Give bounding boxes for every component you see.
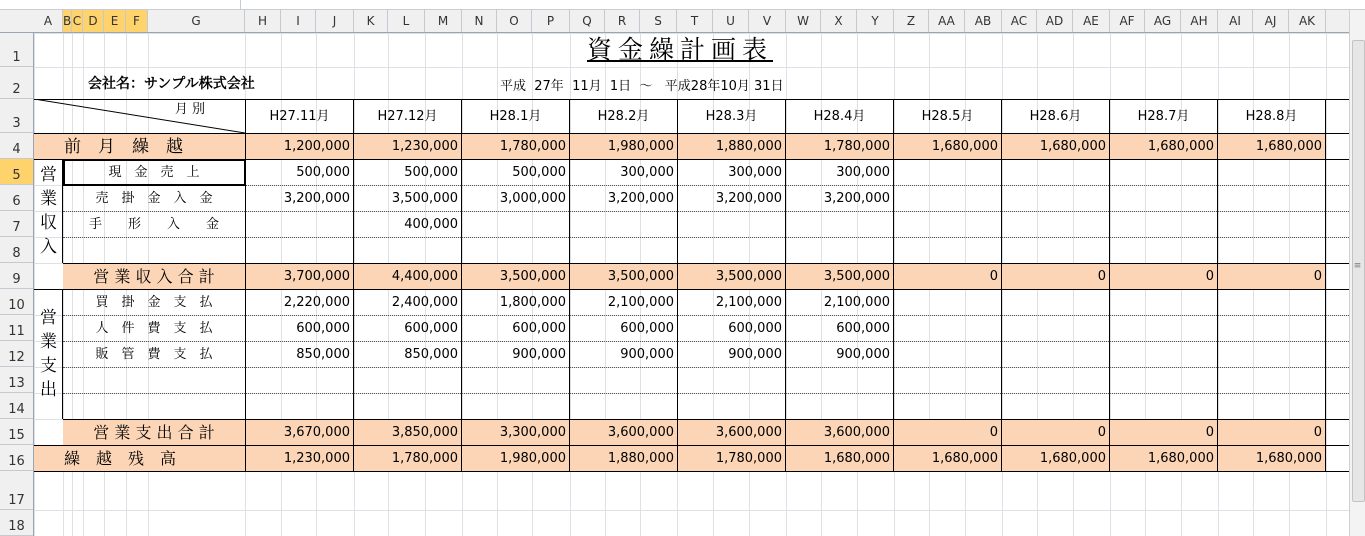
value-cell[interactable]: 300,000 bbox=[785, 159, 893, 185]
row-header-11[interactable]: 11 bbox=[0, 315, 33, 341]
value-cell[interactable]: 3,200,000 bbox=[785, 185, 893, 211]
value-cell[interactable]: 500,000 bbox=[353, 159, 461, 185]
month-header[interactable]: H28.2月 bbox=[569, 99, 677, 133]
row-header-9[interactable]: 9 bbox=[0, 263, 33, 289]
overflow-cell bbox=[1325, 159, 1349, 185]
value-cell[interactable] bbox=[893, 289, 1001, 315]
value-cell[interactable] bbox=[1001, 211, 1109, 237]
overflow-cell bbox=[1325, 315, 1349, 341]
value-cell[interactable]: 3,500,000 bbox=[677, 263, 785, 289]
value-cell[interactable] bbox=[893, 315, 1001, 341]
column-header-AC[interactable]: AC bbox=[1002, 10, 1037, 32]
value-cell[interactable] bbox=[785, 393, 893, 419]
value-cell[interactable]: 1,680,000 bbox=[1001, 133, 1109, 159]
column-header-W[interactable]: W bbox=[786, 10, 821, 32]
row-label-cash_sales: 現 金 売 上 bbox=[63, 159, 245, 185]
value-cell[interactable] bbox=[893, 211, 1001, 237]
value-cell[interactable] bbox=[1217, 159, 1325, 185]
month-header[interactable]: H28.7月 bbox=[1109, 99, 1217, 133]
value-cell[interactable]: 0 bbox=[893, 419, 1001, 445]
overflow-cell bbox=[1325, 367, 1349, 393]
overflow-cell bbox=[1325, 133, 1349, 159]
row-label-carry_next: 繰 越 残 高 bbox=[34, 445, 245, 471]
column-header-J[interactable]: J bbox=[316, 10, 354, 32]
value-cell[interactable]: 3,300,000 bbox=[461, 419, 569, 445]
value-cell[interactable]: 1,680,000 bbox=[1109, 445, 1217, 471]
value-cell[interactable] bbox=[245, 393, 353, 419]
value-cell[interactable]: 3,850,000 bbox=[353, 419, 461, 445]
row-header-7[interactable]: 7 bbox=[0, 211, 33, 237]
value-cell[interactable]: 600,000 bbox=[353, 315, 461, 341]
column-header-N[interactable]: N bbox=[462, 10, 497, 32]
grid-line bbox=[34, 510, 1349, 511]
overflow-cell bbox=[1325, 185, 1349, 211]
value-cell[interactable]: 1,680,000 bbox=[893, 445, 1001, 471]
row-label-carry_prev: 前 月 繰 越 bbox=[34, 133, 245, 159]
row-header-12[interactable]: 12 bbox=[0, 341, 33, 367]
column-header-AI[interactable]: AI bbox=[1218, 10, 1253, 32]
value-cell[interactable]: 850,000 bbox=[245, 341, 353, 367]
month-header[interactable]: H28.8月 bbox=[1217, 99, 1325, 133]
row-header-1[interactable]: 1 bbox=[0, 33, 33, 67]
month-header[interactable]: H28.5月 bbox=[893, 99, 1001, 133]
value-cell[interactable] bbox=[569, 237, 677, 263]
row-header-8[interactable]: 8 bbox=[0, 237, 33, 263]
value-cell[interactable] bbox=[1217, 393, 1325, 419]
value-cell[interactable]: 3,600,000 bbox=[677, 419, 785, 445]
row-header-15[interactable]: 15 bbox=[0, 419, 33, 445]
value-cell[interactable]: 1,780,000 bbox=[677, 445, 785, 471]
name-box[interactable] bbox=[0, 0, 241, 9]
value-cell[interactable] bbox=[1001, 289, 1109, 315]
value-cell[interactable]: 1,780,000 bbox=[785, 133, 893, 159]
month-header[interactable]: H27.12月 bbox=[353, 99, 461, 133]
column-header-Y[interactable]: Y bbox=[857, 10, 894, 32]
value-cell[interactable]: 1,230,000 bbox=[245, 445, 353, 471]
value-cell[interactable]: 3,600,000 bbox=[569, 419, 677, 445]
overflow-cell bbox=[1325, 263, 1349, 289]
column-header-I[interactable]: I bbox=[281, 10, 316, 32]
row-header-18[interactable]: 18 bbox=[0, 510, 33, 536]
group-label-expense: 営 業 支 出 bbox=[40, 308, 57, 400]
value-cell[interactable]: 1,800,000 bbox=[461, 289, 569, 315]
value-cell[interactable]: 3,200,000 bbox=[245, 185, 353, 211]
row-label-expense_blank1 bbox=[63, 367, 245, 393]
column-header-AH[interactable]: AH bbox=[1181, 10, 1218, 32]
value-cell[interactable] bbox=[1217, 185, 1325, 211]
value-cell[interactable]: 600,000 bbox=[569, 315, 677, 341]
grid-line bbox=[34, 67, 1349, 68]
value-cell[interactable] bbox=[785, 211, 893, 237]
overflow-cell bbox=[1325, 419, 1349, 445]
value-cell[interactable]: 3,670,000 bbox=[245, 419, 353, 445]
value-cell[interactable] bbox=[245, 211, 353, 237]
value-cell[interactable]: 3,500,000 bbox=[353, 185, 461, 211]
value-cell[interactable]: 600,000 bbox=[677, 315, 785, 341]
value-cell[interactable]: 3,600,000 bbox=[785, 419, 893, 445]
column-header-C[interactable]: C bbox=[72, 10, 83, 32]
value-cell[interactable] bbox=[1001, 185, 1109, 211]
value-cell[interactable]: 1,680,000 bbox=[785, 445, 893, 471]
value-cell[interactable]: 1,980,000 bbox=[569, 133, 677, 159]
column-header-S[interactable]: S bbox=[640, 10, 677, 32]
value-cell[interactable]: 900,000 bbox=[677, 341, 785, 367]
month-header[interactable]: H28.1月 bbox=[461, 99, 569, 133]
value-cell[interactable]: 3,500,000 bbox=[785, 263, 893, 289]
value-cell[interactable] bbox=[461, 367, 569, 393]
formula-bar-strip bbox=[0, 0, 1365, 10]
value-cell[interactable]: 500,000 bbox=[461, 159, 569, 185]
value-cell[interactable] bbox=[245, 237, 353, 263]
value-cell[interactable]: 300,000 bbox=[677, 159, 785, 185]
value-cell[interactable] bbox=[677, 237, 785, 263]
value-cell[interactable]: 0 bbox=[1109, 263, 1217, 289]
value-cell[interactable] bbox=[1109, 341, 1217, 367]
value-cell[interactable] bbox=[1109, 367, 1217, 393]
value-cell[interactable] bbox=[1109, 211, 1217, 237]
row-label-expense_total: 営 業 支 出 合 計 bbox=[63, 419, 245, 445]
column-header-AB[interactable]: AB bbox=[965, 10, 1002, 32]
value-cell[interactable]: 600,000 bbox=[785, 315, 893, 341]
column-header-bar bbox=[0, 10, 1349, 33]
row-label-income_blank bbox=[63, 237, 245, 263]
value-cell[interactable]: 850,000 bbox=[353, 341, 461, 367]
row-header-6[interactable]: 6 bbox=[0, 185, 33, 211]
column-header-M[interactable]: M bbox=[425, 10, 462, 32]
overflow-cell bbox=[1325, 237, 1349, 263]
value-cell[interactable]: 2,100,000 bbox=[677, 289, 785, 315]
column-header-Q[interactable]: Q bbox=[570, 10, 605, 32]
value-cell[interactable] bbox=[1217, 237, 1325, 263]
value-cell[interactable] bbox=[569, 367, 677, 393]
value-cell[interactable] bbox=[893, 185, 1001, 211]
column-header-O[interactable]: O bbox=[497, 10, 532, 32]
selected-cell[interactable] bbox=[63, 159, 246, 186]
row-header-10[interactable]: 10 bbox=[0, 289, 33, 315]
value-cell[interactable]: 900,000 bbox=[785, 341, 893, 367]
value-cell[interactable] bbox=[1109, 315, 1217, 341]
column-header-G[interactable]: G bbox=[148, 10, 245, 32]
value-cell[interactable] bbox=[1109, 393, 1217, 419]
value-cell[interactable]: 1,230,000 bbox=[353, 133, 461, 159]
value-cell[interactable] bbox=[569, 211, 677, 237]
value-cell[interactable]: 400,000 bbox=[353, 211, 461, 237]
column-header-H[interactable]: H bbox=[245, 10, 281, 32]
row-label-personnel: 人 件 費 支 払 bbox=[63, 315, 245, 341]
column-header-D[interactable]: D bbox=[83, 10, 104, 32]
value-cell[interactable] bbox=[461, 237, 569, 263]
value-cell[interactable] bbox=[1109, 159, 1217, 185]
row-label-income_total: 営 業 収 入 合 計 bbox=[63, 263, 245, 289]
group-label-income: 営 業 収 入 bbox=[40, 165, 57, 257]
month-header[interactable]: H28.3月 bbox=[677, 99, 785, 133]
row-header-17[interactable]: 17 bbox=[0, 471, 33, 510]
value-cell[interactable]: 2,100,000 bbox=[785, 289, 893, 315]
row-header-14[interactable]: 14 bbox=[0, 393, 33, 419]
value-cell[interactable] bbox=[569, 393, 677, 419]
month-header-label: 月 別 bbox=[174, 102, 206, 117]
scroll-grip-icon: ≡ bbox=[1353, 261, 1362, 271]
value-cell[interactable] bbox=[1109, 185, 1217, 211]
value-cell[interactable] bbox=[1217, 315, 1325, 341]
month-header[interactable]: H28.6月 bbox=[1001, 99, 1109, 133]
value-cell[interactable]: 1,980,000 bbox=[461, 445, 569, 471]
overflow-cell bbox=[1325, 341, 1349, 367]
row-label-receivable: 売 掛 金 入 金 bbox=[63, 185, 245, 211]
value-cell[interactable]: 600,000 bbox=[461, 315, 569, 341]
column-header-AA[interactable]: AA bbox=[929, 10, 965, 32]
value-cell[interactable] bbox=[893, 159, 1001, 185]
value-cell[interactable]: 4,400,000 bbox=[353, 263, 461, 289]
value-cell[interactable] bbox=[893, 237, 1001, 263]
value-cell[interactable]: 300,000 bbox=[569, 159, 677, 185]
value-cell[interactable]: 1,780,000 bbox=[353, 445, 461, 471]
column-header-AF[interactable]: AF bbox=[1110, 10, 1145, 32]
row-header-3[interactable]: 3 bbox=[0, 99, 33, 133]
column-header-P[interactable]: P bbox=[532, 10, 570, 32]
column-header-T[interactable]: T bbox=[677, 10, 713, 32]
value-cell[interactable]: 900,000 bbox=[569, 341, 677, 367]
value-cell[interactable] bbox=[677, 393, 785, 419]
value-cell[interactable] bbox=[353, 237, 461, 263]
value-cell[interactable]: 1,780,000 bbox=[461, 133, 569, 159]
value-cell[interactable] bbox=[893, 341, 1001, 367]
value-cell[interactable] bbox=[353, 393, 461, 419]
overflow-cell bbox=[1325, 393, 1349, 419]
value-cell[interactable]: 0 bbox=[1109, 419, 1217, 445]
value-cell[interactable] bbox=[1217, 211, 1325, 237]
column-header-V[interactable]: V bbox=[749, 10, 786, 32]
value-cell[interactable]: 1,880,000 bbox=[677, 133, 785, 159]
value-cell[interactable] bbox=[893, 367, 1001, 393]
column-header-X[interactable]: X bbox=[821, 10, 857, 32]
row-header-2[interactable]: 2 bbox=[0, 67, 33, 99]
value-cell[interactable]: 3,500,000 bbox=[461, 263, 569, 289]
value-cell[interactable] bbox=[1001, 341, 1109, 367]
value-cell[interactable]: 500,000 bbox=[245, 159, 353, 185]
value-cell[interactable] bbox=[353, 367, 461, 393]
row-header-16[interactable]: 16 bbox=[0, 445, 33, 471]
overflow-cell bbox=[1325, 445, 1349, 471]
column-header-L[interactable]: L bbox=[388, 10, 425, 32]
value-cell[interactable] bbox=[461, 393, 569, 419]
month-header-overflow bbox=[1325, 99, 1349, 133]
column-header-U[interactable]: U bbox=[713, 10, 749, 32]
value-cell[interactable] bbox=[1001, 367, 1109, 393]
value-cell[interactable]: 1,680,000 bbox=[1109, 133, 1217, 159]
value-cell[interactable]: 2,220,000 bbox=[245, 289, 353, 315]
overflow-cell bbox=[1325, 289, 1349, 315]
value-cell[interactable]: 3,200,000 bbox=[569, 185, 677, 211]
value-cell[interactable]: 0 bbox=[1001, 419, 1109, 445]
value-cell[interactable]: 3,200,000 bbox=[677, 185, 785, 211]
vertical-scrollbar[interactable] bbox=[1349, 10, 1365, 536]
value-cell[interactable] bbox=[785, 367, 893, 393]
column-header-K[interactable]: K bbox=[354, 10, 388, 32]
value-cell[interactable]: 3,500,000 bbox=[569, 263, 677, 289]
company-name: 会社名：サンプル株式会社 bbox=[88, 76, 255, 92]
value-cell[interactable]: 3,000,000 bbox=[461, 185, 569, 211]
value-cell[interactable]: 1,880,000 bbox=[569, 445, 677, 471]
value-cell[interactable]: 0 bbox=[1001, 263, 1109, 289]
value-cell[interactable]: 1,680,000 bbox=[1217, 133, 1325, 159]
value-cell[interactable]: 0 bbox=[1217, 263, 1325, 289]
value-cell[interactable] bbox=[461, 211, 569, 237]
value-cell[interactable]: 3,700,000 bbox=[245, 263, 353, 289]
column-header-R[interactable]: R bbox=[605, 10, 640, 32]
row-label-sga: 販 管 費 支 払 bbox=[63, 341, 245, 367]
column-header-F[interactable]: F bbox=[126, 10, 148, 32]
row-label-payable: 買 掛 金 支 払 bbox=[63, 289, 245, 315]
value-cell[interactable] bbox=[1001, 393, 1109, 419]
value-cell[interactable]: 1,200,000 bbox=[245, 133, 353, 159]
value-cell[interactable] bbox=[785, 237, 893, 263]
row-label-expense_blank2 bbox=[63, 393, 245, 419]
value-cell[interactable]: 0 bbox=[893, 263, 1001, 289]
row-header-13[interactable]: 13 bbox=[0, 367, 33, 393]
column-header-AJ[interactable]: AJ bbox=[1253, 10, 1289, 32]
scrollbar-thumb[interactable] bbox=[1352, 40, 1365, 502]
value-cell[interactable] bbox=[1217, 341, 1325, 367]
row-header-4[interactable]: 4 bbox=[0, 133, 33, 159]
value-cell[interactable]: 1,680,000 bbox=[893, 133, 1001, 159]
value-cell[interactable] bbox=[1001, 237, 1109, 263]
column-header-A[interactable]: A bbox=[34, 10, 63, 32]
value-cell[interactable] bbox=[1109, 289, 1217, 315]
header-diagonal-line bbox=[34, 99, 245, 133]
value-cell[interactable] bbox=[1001, 315, 1109, 341]
value-cell[interactable] bbox=[893, 393, 1001, 419]
column-header-AE[interactable]: AE bbox=[1073, 10, 1110, 32]
sheet-title: 資金繰計画表 bbox=[586, 35, 773, 64]
row-header-5[interactable]: 5 bbox=[0, 159, 33, 185]
column-header-E[interactable]: E bbox=[104, 10, 126, 32]
value-cell[interactable]: 0 bbox=[1217, 419, 1325, 445]
month-header[interactable]: H27.11月 bbox=[245, 99, 353, 133]
value-cell[interactable]: 1,680,000 bbox=[1001, 445, 1109, 471]
month-header[interactable]: H28.4月 bbox=[785, 99, 893, 133]
value-cell[interactable]: 900,000 bbox=[461, 341, 569, 367]
column-header-AG[interactable]: AG bbox=[1145, 10, 1181, 32]
value-cell[interactable] bbox=[245, 367, 353, 393]
value-cell[interactable] bbox=[1001, 159, 1109, 185]
value-cell[interactable] bbox=[1217, 289, 1325, 315]
column-header-AK[interactable]: AK bbox=[1289, 10, 1326, 32]
row-header-bar bbox=[0, 33, 34, 536]
value-cell[interactable]: 2,400,000 bbox=[353, 289, 461, 315]
value-cell[interactable] bbox=[677, 211, 785, 237]
period-range: 平成 27年 11月 1日 ～ 平成28年10月 31日 bbox=[500, 79, 784, 94]
value-cell[interactable] bbox=[1109, 237, 1217, 263]
value-cell[interactable]: 600,000 bbox=[245, 315, 353, 341]
column-header-Z[interactable]: Z bbox=[894, 10, 929, 32]
column-header-AD[interactable]: AD bbox=[1037, 10, 1073, 32]
table-bottom-border bbox=[34, 471, 1349, 472]
value-cell[interactable]: 2,100,000 bbox=[569, 289, 677, 315]
row-label-notes_in: 手 形 入 金 bbox=[63, 211, 245, 237]
overflow-cell bbox=[1325, 211, 1349, 237]
value-cell[interactable] bbox=[677, 367, 785, 393]
value-cell[interactable] bbox=[1217, 367, 1325, 393]
column-header-B[interactable]: B bbox=[63, 10, 72, 32]
value-cell[interactable]: 1,680,000 bbox=[1217, 445, 1325, 471]
